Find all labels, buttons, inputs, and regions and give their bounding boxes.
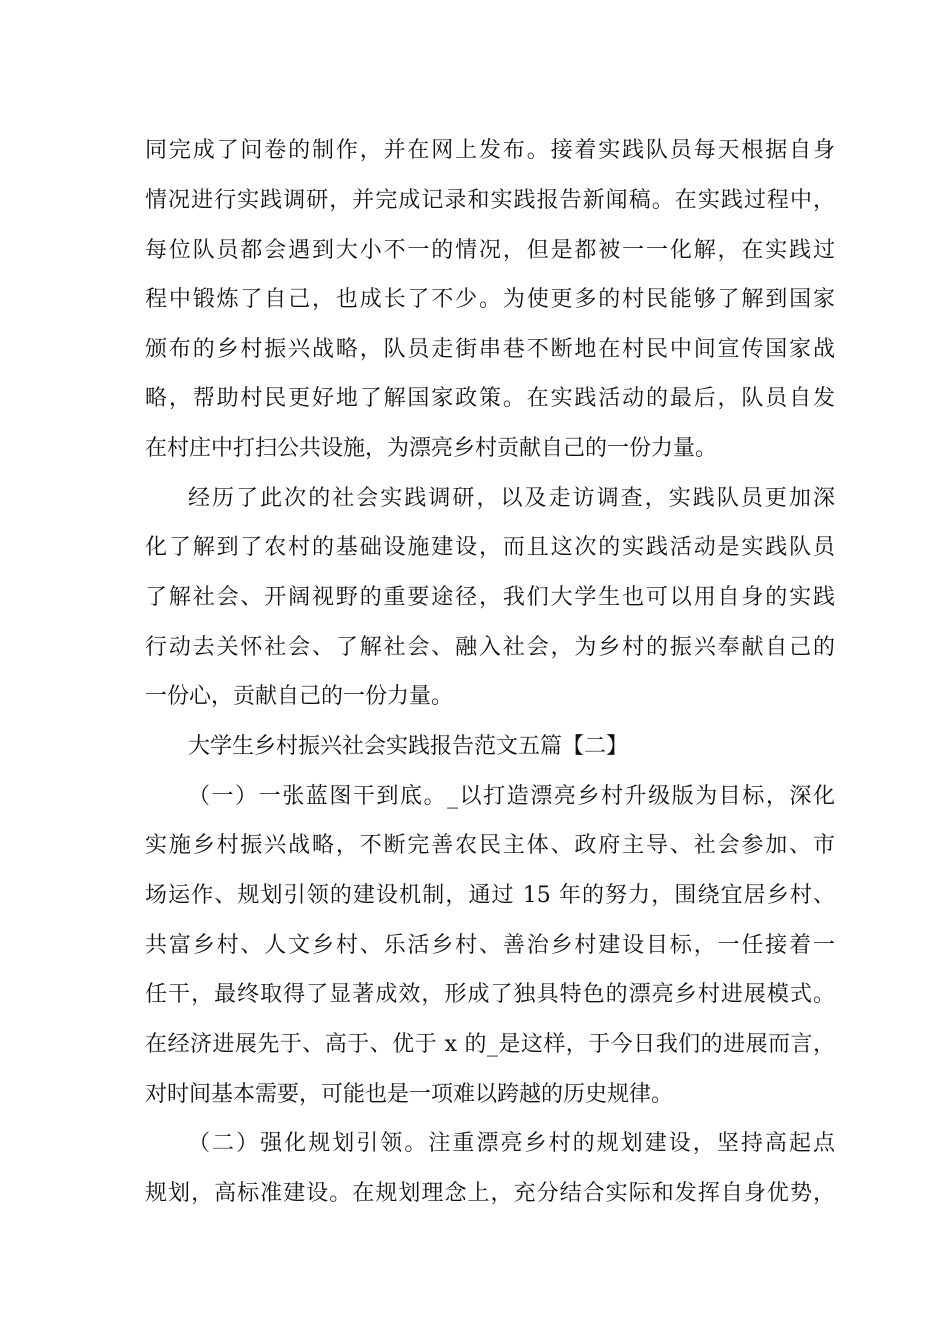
text-line: 场运作、规划引领的建设机制，通过 15 年的努力，围绕宜居乡村、 bbox=[145, 883, 835, 908]
text-line: 任干，最终取得了显著成效，形成了独具特色的漂亮乡村进展模式。 bbox=[145, 982, 835, 1007]
text-line: 略，帮助村民更好地了解国家政策。在实践活动的最后，队员自发 bbox=[145, 386, 835, 411]
text-line: 规划，高标准建设。在规划理念上，充分结合实际和发挥自身优势， bbox=[145, 1181, 835, 1206]
paragraph-first-line: 经历了此次的社会实践调研，以及走访调查，实践队员更加深 bbox=[188, 486, 835, 511]
section-heading: 大学生乡村振兴社会实践报告范文五篇【二】 bbox=[188, 734, 629, 759]
text-line: 颁布的乡村振兴战略，队员走街串巷不断地在村民中间宣传国家战 bbox=[145, 337, 835, 362]
text-line: 程中锻炼了自己，也成长了不少。为使更多的村民能够了解到国家 bbox=[145, 287, 835, 312]
text-line: 行动去关怀社会、了解社会、融入社会，为乡村的振兴奉献自己的 bbox=[145, 635, 835, 660]
text-line: 共富乡村、人文乡村、乐活乡村、善治乡村建设目标，一任接着一 bbox=[145, 933, 835, 958]
text-line: 了解社会、开阔视野的重要途径，我们大学生也可以用自身的实践 bbox=[145, 585, 835, 610]
text-line: 每位队员都会遇到大小不一的情况，但是都被一一化解，在实践过 bbox=[145, 238, 835, 263]
text-line: 在经济进展先于、高于、优于 x 的_是这样，于今日我们的进展而言， bbox=[145, 1032, 835, 1057]
text-line: 化了解到了农村的基础设施建设，而且这次的实践活动是实践队员 bbox=[145, 535, 835, 560]
paragraph-first-line: （二）强化规划引领。注重漂亮乡村的规划建设，坚持高起点 bbox=[188, 1131, 835, 1156]
text-line: 在村庄中打扫公共设施，为漂亮乡村贡献自己的一份力量。 bbox=[145, 436, 718, 461]
paragraph-first-line: （一）一张蓝图干到底。_以打造漂亮乡村升级版为目标，深化 bbox=[188, 784, 835, 809]
text-line: 实施乡村振兴战略，不断完善农民主体、政府主导、社会参加、市 bbox=[145, 833, 835, 858]
text-line: 情况进行实践调研，并完成记录和实践报告新闻稿。在实践过程中， bbox=[145, 188, 835, 213]
text-line: 同完成了问卷的制作，并在网上发布。接着实践队员每天根据自身 bbox=[145, 138, 835, 163]
text-line: 一份心，贡献自己的一份力量。 bbox=[145, 684, 454, 709]
text-line: 对时间基本需要，可能也是一项难以跨越的历史规律。 bbox=[145, 1082, 674, 1107]
